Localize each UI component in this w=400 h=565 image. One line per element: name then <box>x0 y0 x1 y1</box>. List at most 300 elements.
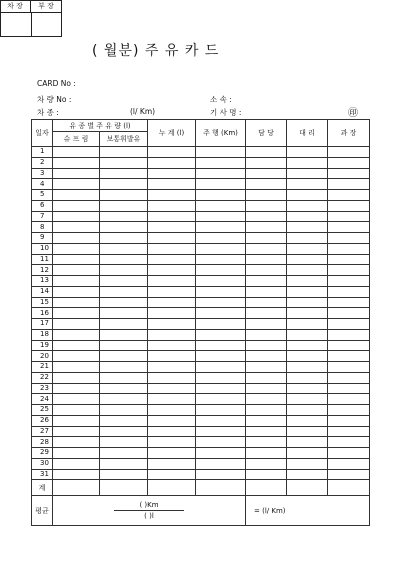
day-row <box>32 437 370 448</box>
seal-mark: ㊞ <box>348 108 358 119</box>
entry-cell[interactable] <box>100 222 148 233</box>
entry-cell[interactable] <box>196 340 246 351</box>
entry-cell[interactable] <box>196 190 246 201</box>
entry-cell[interactable] <box>148 222 196 233</box>
entry-cell[interactable] <box>196 297 246 308</box>
day-number: 8 <box>32 222 53 233</box>
entry-cell[interactable] <box>246 254 287 265</box>
entry-cell[interactable] <box>287 448 328 459</box>
entry-cell[interactable] <box>53 351 100 362</box>
entry-cell[interactable] <box>246 437 287 448</box>
entry-cell[interactable] <box>196 168 246 179</box>
entry-cell[interactable] <box>246 265 287 276</box>
entry-cell[interactable] <box>148 157 196 168</box>
day-number: 6 <box>32 200 53 211</box>
total-cell[interactable] <box>53 480 100 496</box>
entry-cell[interactable] <box>53 243 100 254</box>
entry-cell[interactable] <box>246 222 287 233</box>
entry-cell[interactable] <box>53 276 100 287</box>
entry-cell[interactable] <box>53 222 100 233</box>
day-number: 26 <box>32 415 53 426</box>
card-no-label: CARD No : <box>37 79 76 88</box>
entry-cell[interactable] <box>53 254 100 265</box>
day-row <box>32 351 370 362</box>
day-number: 3 <box>32 168 53 179</box>
entry-cell[interactable] <box>196 254 246 265</box>
entry-cell[interactable] <box>53 286 100 297</box>
day-row <box>32 405 370 416</box>
entry-cell[interactable] <box>148 147 196 158</box>
entry-cell[interactable] <box>100 276 148 287</box>
entry-cell[interactable] <box>328 469 370 480</box>
entry-cell[interactable] <box>246 415 287 426</box>
entry-cell[interactable] <box>148 329 196 340</box>
entry-cell[interactable] <box>53 448 100 459</box>
total-cell[interactable] <box>287 480 328 496</box>
entry-cell[interactable] <box>148 200 196 211</box>
entry-cell[interactable] <box>53 297 100 308</box>
entry-cell[interactable] <box>148 437 196 448</box>
entry-cell[interactable] <box>100 351 148 362</box>
entry-cell[interactable] <box>53 383 100 394</box>
entry-cell[interactable] <box>148 243 196 254</box>
entry-cell[interactable] <box>100 211 148 222</box>
entry-cell[interactable] <box>100 265 148 276</box>
day-row <box>32 147 370 158</box>
entry-cell[interactable] <box>100 372 148 383</box>
entry-cell[interactable] <box>328 362 370 373</box>
entry-cell[interactable] <box>287 190 328 201</box>
entry-cell[interactable] <box>148 415 196 426</box>
entry-cell[interactable] <box>148 394 196 405</box>
entry-cell[interactable] <box>100 168 148 179</box>
entry-cell[interactable] <box>53 308 100 319</box>
entry-cell[interactable] <box>287 362 328 373</box>
entry-cell[interactable] <box>328 437 370 448</box>
entry-cell[interactable] <box>328 222 370 233</box>
entry-cell[interactable] <box>246 372 287 383</box>
entry-cell[interactable] <box>100 190 148 201</box>
entry-cell[interactable] <box>100 405 148 416</box>
entry-cell[interactable] <box>246 469 287 480</box>
entry-cell[interactable] <box>328 286 370 297</box>
entry-cell[interactable] <box>53 426 100 437</box>
entry-cell[interactable] <box>287 286 328 297</box>
day-row <box>32 254 370 265</box>
entry-cell[interactable] <box>148 211 196 222</box>
entry-cell[interactable] <box>148 297 196 308</box>
entry-cell[interactable] <box>148 448 196 459</box>
entry-cell[interactable] <box>328 426 370 437</box>
day-row <box>32 448 370 459</box>
entry-cell[interactable] <box>328 319 370 330</box>
entry-cell[interactable] <box>53 405 100 416</box>
department-label: 소 속 : <box>210 95 232 104</box>
entry-cell[interactable] <box>148 351 196 362</box>
entry-cell[interactable] <box>246 157 287 168</box>
average-denominator: ( )l <box>144 512 154 521</box>
day-number: 18 <box>32 329 53 340</box>
entry-cell[interactable] <box>196 458 246 469</box>
entry-cell[interactable] <box>148 190 196 201</box>
entry-cell[interactable] <box>246 200 287 211</box>
entry-cell[interactable] <box>196 276 246 287</box>
day-number: 7 <box>32 211 53 222</box>
entry-cell[interactable] <box>287 340 328 351</box>
entry-cell[interactable] <box>246 233 287 244</box>
approval-divider <box>31 13 32 36</box>
entry-cell[interactable] <box>328 179 370 190</box>
entry-cell[interactable] <box>246 329 287 340</box>
day-row <box>32 469 370 480</box>
entry-cell[interactable] <box>196 362 246 373</box>
entry-cell[interactable] <box>328 340 370 351</box>
total-cell[interactable] <box>100 480 148 496</box>
entry-cell[interactable] <box>196 308 246 319</box>
entry-cell[interactable] <box>196 383 246 394</box>
entry-cell[interactable] <box>53 329 100 340</box>
entry-cell[interactable] <box>287 211 328 222</box>
day-number: 13 <box>32 276 53 287</box>
entry-cell[interactable] <box>246 190 287 201</box>
entry-cell[interactable] <box>287 458 328 469</box>
entry-cell[interactable] <box>196 372 246 383</box>
entry-cell[interactable] <box>100 233 148 244</box>
entry-cell[interactable] <box>53 233 100 244</box>
entry-cell[interactable] <box>100 179 148 190</box>
entry-cell[interactable] <box>196 147 246 158</box>
entry-cell[interactable] <box>196 319 246 330</box>
entry-cell[interactable] <box>53 168 100 179</box>
entry-cell[interactable] <box>53 147 100 158</box>
entry-cell[interactable] <box>328 276 370 287</box>
entry-cell[interactable] <box>196 211 246 222</box>
approval-head-1: 차 장 <box>0 0 31 13</box>
entry-cell[interactable] <box>287 200 328 211</box>
day-row <box>32 190 370 201</box>
day-row <box>32 200 370 211</box>
efficiency-unit: (l/ Km) <box>130 107 156 116</box>
entry-cell[interactable] <box>100 308 148 319</box>
entry-cell[interactable] <box>287 297 328 308</box>
entry-cell[interactable] <box>196 351 246 362</box>
entry-cell[interactable] <box>246 394 287 405</box>
day-row <box>32 415 370 426</box>
entry-cell[interactable] <box>100 319 148 330</box>
entry-cell[interactable] <box>246 297 287 308</box>
entry-cell[interactable] <box>100 200 148 211</box>
entry-cell[interactable] <box>196 415 246 426</box>
entry-cell[interactable] <box>287 276 328 287</box>
day-number: 30 <box>32 458 53 469</box>
entry-cell[interactable] <box>328 405 370 416</box>
entry-cell[interactable] <box>328 297 370 308</box>
total-row <box>32 480 370 496</box>
entry-cell[interactable] <box>148 426 196 437</box>
entry-cell[interactable] <box>100 362 148 373</box>
entry-cell[interactable] <box>100 340 148 351</box>
entry-cell[interactable] <box>287 437 328 448</box>
entry-cell[interactable] <box>196 394 246 405</box>
entry-cell[interactable] <box>53 394 100 405</box>
entry-cell[interactable] <box>246 168 287 179</box>
entry-cell[interactable] <box>148 254 196 265</box>
day-row <box>32 168 370 179</box>
fraction-bar <box>114 510 184 511</box>
day-row <box>32 319 370 330</box>
average-result: = (l/ Km) <box>246 496 370 526</box>
entry-cell[interactable] <box>246 340 287 351</box>
entry-cell[interactable] <box>287 394 328 405</box>
day-number: 22 <box>32 372 53 383</box>
day-number: 20 <box>32 351 53 362</box>
form-title: ( 월분) 주 유 카 드 <box>92 43 220 59</box>
day-row <box>32 222 370 233</box>
entry-cell[interactable] <box>196 426 246 437</box>
entry-cell[interactable] <box>53 157 100 168</box>
entry-cell[interactable] <box>196 233 246 244</box>
entry-cell[interactable] <box>287 179 328 190</box>
entry-cell[interactable] <box>246 319 287 330</box>
entry-cell[interactable] <box>287 157 328 168</box>
entry-cell[interactable] <box>287 415 328 426</box>
day-number: 16 <box>32 308 53 319</box>
vehicle-no-label: 차 량 No : <box>37 95 72 104</box>
entry-cell[interactable] <box>246 448 287 459</box>
entry-cell[interactable] <box>287 222 328 233</box>
header-regular: 보통휘발유 <box>100 132 148 147</box>
average-numerator: ( )Km <box>139 501 159 510</box>
entry-cell[interactable] <box>287 308 328 319</box>
entry-cell[interactable] <box>100 254 148 265</box>
day-number: 17 <box>32 319 53 330</box>
fuel-log-table <box>31 119 370 526</box>
entry-cell[interactable] <box>328 200 370 211</box>
entry-cell[interactable] <box>328 168 370 179</box>
entry-cell[interactable] <box>148 179 196 190</box>
entry-cell[interactable] <box>287 265 328 276</box>
entry-cell[interactable] <box>100 458 148 469</box>
day-number: 23 <box>32 383 53 394</box>
entry-cell[interactable] <box>100 157 148 168</box>
entry-cell[interactable] <box>196 265 246 276</box>
entry-cell[interactable] <box>196 286 246 297</box>
day-row <box>32 179 370 190</box>
entry-cell[interactable] <box>196 243 246 254</box>
entry-cell[interactable] <box>196 157 246 168</box>
entry-cell[interactable] <box>287 329 328 340</box>
entry-cell[interactable] <box>287 372 328 383</box>
day-number: 9 <box>32 233 53 244</box>
entry-cell[interactable] <box>287 319 328 330</box>
entry-cell[interactable] <box>148 233 196 244</box>
entry-cell[interactable] <box>328 351 370 362</box>
day-row <box>32 383 370 394</box>
day-number: 24 <box>32 394 53 405</box>
total-cell[interactable] <box>328 480 370 496</box>
entry-cell[interactable] <box>53 190 100 201</box>
day-row <box>32 340 370 351</box>
entry-cell[interactable] <box>100 147 148 158</box>
day-row <box>32 243 370 254</box>
entry-cell[interactable] <box>328 243 370 254</box>
day-number: 25 <box>32 405 53 416</box>
total-cell[interactable] <box>148 480 196 496</box>
entry-cell[interactable] <box>148 458 196 469</box>
entry-cell[interactable] <box>287 168 328 179</box>
entry-cell[interactable] <box>246 243 287 254</box>
day-number: 28 <box>32 437 53 448</box>
entry-cell[interactable] <box>53 415 100 426</box>
entry-cell[interactable] <box>53 437 100 448</box>
entry-cell[interactable] <box>287 351 328 362</box>
total-label: 계 <box>32 480 53 496</box>
day-number: 15 <box>32 297 53 308</box>
day-number: 29 <box>32 448 53 459</box>
entry-cell[interactable] <box>53 340 100 351</box>
entry-cell[interactable] <box>246 286 287 297</box>
approval-box <box>0 0 62 37</box>
entry-cell[interactable] <box>246 426 287 437</box>
entry-cell[interactable] <box>246 362 287 373</box>
header-oil-group: 유 종 별 주 유 량 (l) <box>53 120 148 132</box>
entry-cell[interactable] <box>100 243 148 254</box>
entry-cell[interactable] <box>100 286 148 297</box>
entry-cell[interactable] <box>328 147 370 158</box>
driver-label: 기 사 명 : <box>210 108 242 117</box>
entry-cell[interactable] <box>100 329 148 340</box>
entry-cell[interactable] <box>328 254 370 265</box>
entry-cell[interactable] <box>328 372 370 383</box>
entry-cell[interactable] <box>148 469 196 480</box>
day-number: 31 <box>32 469 53 480</box>
entry-cell[interactable] <box>328 458 370 469</box>
approval-head-2: 부 장 <box>31 0 61 13</box>
entry-cell[interactable] <box>100 437 148 448</box>
entry-cell[interactable] <box>328 308 370 319</box>
day-number: 12 <box>32 265 53 276</box>
entry-cell[interactable] <box>100 448 148 459</box>
day-row <box>32 157 370 168</box>
entry-cell[interactable] <box>148 340 196 351</box>
entry-cell[interactable] <box>246 179 287 190</box>
entry-cell[interactable] <box>148 372 196 383</box>
entry-cell[interactable] <box>328 265 370 276</box>
vehicle-type-label: 차 종 : <box>37 108 59 117</box>
entry-cell[interactable] <box>148 265 196 276</box>
entry-cell[interactable] <box>328 329 370 340</box>
entry-cell[interactable] <box>53 372 100 383</box>
entry-cell[interactable] <box>148 383 196 394</box>
entry-cell[interactable] <box>246 383 287 394</box>
entry-cell[interactable] <box>246 211 287 222</box>
average-label: 평균 <box>32 496 53 526</box>
header-day: 일자 <box>32 120 53 147</box>
entry-cell[interactable] <box>148 168 196 179</box>
entry-cell[interactable] <box>148 286 196 297</box>
entry-cell[interactable] <box>287 254 328 265</box>
day-row <box>32 265 370 276</box>
entry-cell[interactable] <box>328 394 370 405</box>
entry-cell[interactable] <box>246 308 287 319</box>
entry-cell[interactable] <box>196 200 246 211</box>
entry-cell[interactable] <box>328 157 370 168</box>
entry-cell[interactable] <box>287 405 328 416</box>
entry-cell[interactable] <box>328 383 370 394</box>
entry-cell[interactable] <box>287 426 328 437</box>
entry-cell[interactable] <box>53 179 100 190</box>
entry-cell[interactable] <box>53 458 100 469</box>
total-cell[interactable] <box>196 480 246 496</box>
entry-cell[interactable] <box>53 469 100 480</box>
entry-cell[interactable] <box>287 233 328 244</box>
entry-cell[interactable] <box>328 211 370 222</box>
header-super: 슈 프 림 <box>53 132 100 147</box>
entry-cell[interactable] <box>287 147 328 158</box>
header-section-chief: 과 장 <box>328 120 370 147</box>
entry-cell[interactable] <box>100 394 148 405</box>
entry-cell[interactable] <box>196 448 246 459</box>
entry-cell[interactable] <box>53 265 100 276</box>
entry-cell[interactable] <box>196 179 246 190</box>
entry-cell[interactable] <box>53 319 100 330</box>
header-mileage: 주 행 (Km) <box>196 120 246 147</box>
entry-cell[interactable] <box>148 319 196 330</box>
entry-cell[interactable] <box>100 415 148 426</box>
entry-cell[interactable] <box>53 362 100 373</box>
entry-cell[interactable] <box>196 437 246 448</box>
entry-cell[interactable] <box>100 297 148 308</box>
average-fraction <box>53 496 246 526</box>
entry-cell[interactable] <box>196 405 246 416</box>
entry-cell[interactable] <box>246 351 287 362</box>
day-row <box>32 211 370 222</box>
entry-cell[interactable] <box>246 147 287 158</box>
entry-cell[interactable] <box>328 190 370 201</box>
entry-cell[interactable] <box>246 276 287 287</box>
day-number: 4 <box>32 179 53 190</box>
entry-cell[interactable] <box>328 448 370 459</box>
entry-cell[interactable] <box>287 383 328 394</box>
entry-cell[interactable] <box>100 426 148 437</box>
entry-cell[interactable] <box>196 329 246 340</box>
entry-cell[interactable] <box>246 458 287 469</box>
entry-cell[interactable] <box>53 211 100 222</box>
entry-cell[interactable] <box>100 383 148 394</box>
entry-cell[interactable] <box>196 469 246 480</box>
total-cell[interactable] <box>246 480 287 496</box>
entry-cell[interactable] <box>100 469 148 480</box>
entry-cell[interactable] <box>148 362 196 373</box>
entry-cell[interactable] <box>148 308 196 319</box>
day-row <box>32 362 370 373</box>
entry-cell[interactable] <box>148 405 196 416</box>
entry-cell[interactable] <box>328 415 370 426</box>
entry-cell[interactable] <box>328 233 370 244</box>
header-cumulative: 누 계 (l) <box>148 120 196 147</box>
entry-cell[interactable] <box>246 405 287 416</box>
day-row <box>32 308 370 319</box>
header-manager: 담 당 <box>246 120 287 147</box>
entry-cell[interactable] <box>287 243 328 254</box>
entry-cell[interactable] <box>148 276 196 287</box>
entry-cell[interactable] <box>287 469 328 480</box>
day-row <box>32 233 370 244</box>
entry-cell[interactable] <box>53 200 100 211</box>
day-number: 21 <box>32 362 53 373</box>
entry-cell[interactable] <box>196 222 246 233</box>
day-row <box>32 394 370 405</box>
